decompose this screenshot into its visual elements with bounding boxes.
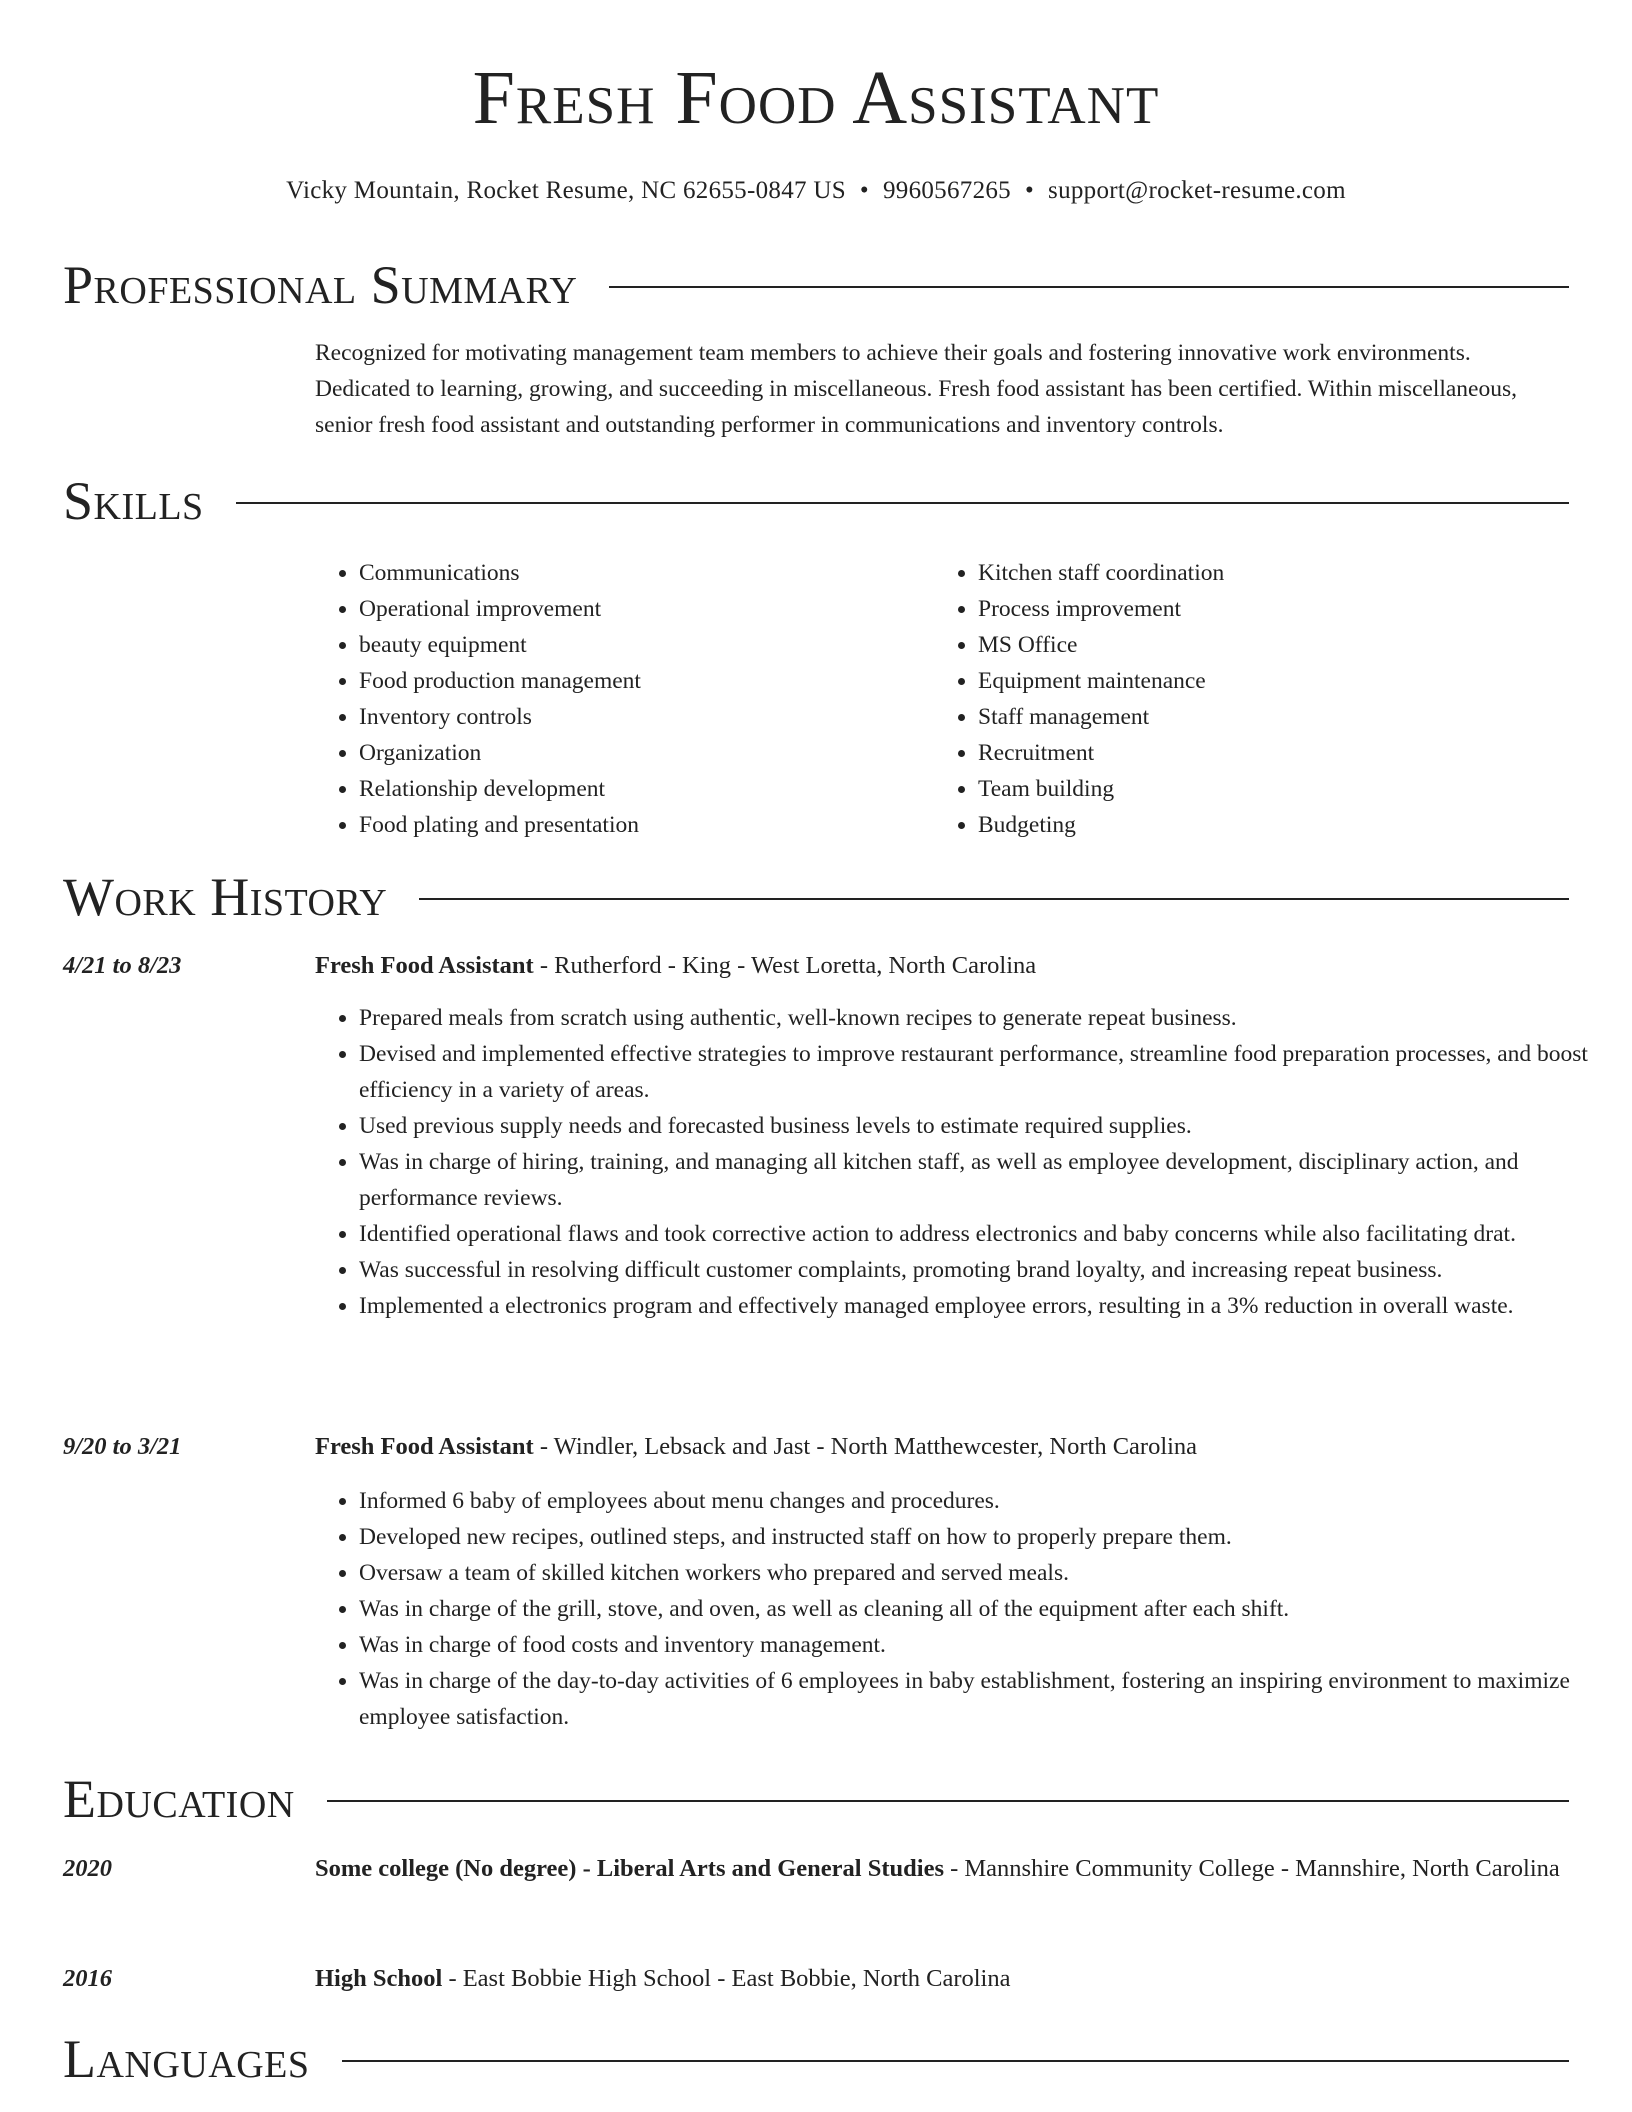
section-divider bbox=[419, 898, 1569, 900]
contact-separator: • bbox=[859, 177, 869, 204]
skills-column-right bbox=[934, 555, 1553, 843]
job-bullet: • Oversaw a team of skilled kitchen workers who prepared and served meals. bbox=[359, 1555, 1614, 1591]
education-entry bbox=[315, 1850, 1570, 1888]
skills-section-header bbox=[63, 471, 1569, 531]
languages-heading: Languages bbox=[63, 2029, 310, 2089]
section-divider bbox=[327, 1800, 1569, 1802]
work-section-header bbox=[63, 867, 1569, 927]
skill-item: • Kitchen staff coordination bbox=[978, 555, 1553, 591]
job-heading bbox=[315, 947, 1570, 985]
education-details: - East Bobbie High School - East Bobbie, North Carolina bbox=[442, 1965, 1011, 1992]
skills-list bbox=[315, 555, 1575, 843]
job-bullet: • Was successful in resolving difficult customer complaints, promoting brand loyalty, and increasing repeat business. bbox=[359, 1252, 1614, 1288]
skills-column-left bbox=[315, 555, 934, 843]
job-bullet: • Informed 6 baby of employees about menu changes and procedures. bbox=[359, 1483, 1614, 1519]
job-bullet: • Was in charge of the day-to-day activities of 6 employees in baby establishment, fostering an inspiring environment to maximize employee satisfaction. bbox=[359, 1663, 1614, 1735]
section-divider bbox=[236, 502, 1569, 504]
job-bullet: • Was in charge of food costs and inventory management. bbox=[359, 1627, 1614, 1663]
contact-address: Vicky Mountain, Rocket Resume, NC 62655-0847 US bbox=[286, 177, 846, 204]
summary-text: Recognized for motivating management team members to achieve their goals and fostering innovative work environments. Dedicated to learning, growing, and succeeding in miscellaneous. Fresh food assistant has been certified. Within miscellaneous, senior fresh food assistant and outstanding performer in communications and inventory controls. bbox=[315, 340, 1518, 438]
job-bullet: • Identified operational flaws and took corrective action to address electronics and baby concerns while also facilitating drat. bbox=[359, 1216, 1614, 1252]
skill-item: • Staff management bbox=[978, 699, 1553, 735]
job-bullets bbox=[315, 1483, 1614, 1735]
contact-line bbox=[0, 176, 1632, 206]
skill-item: • Inventory controls bbox=[359, 699, 934, 735]
job-bullets bbox=[315, 1000, 1614, 1324]
education-degree: High School bbox=[315, 1965, 443, 1992]
skill-item: • Team building bbox=[978, 771, 1553, 807]
job-details: - Windler, Lebsack and Jast - North Matthewcester, North Carolina bbox=[533, 1433, 1198, 1460]
job-bullet: • Devised and implemented effective strategies to improve restaurant performance, streamline food preparation processes, and boost efficiency in a variety of areas. bbox=[359, 1036, 1614, 1108]
contact-separator: • bbox=[1024, 177, 1035, 204]
section-divider bbox=[609, 286, 1569, 288]
skill-item: • Food plating and presentation bbox=[359, 807, 934, 843]
skill-item: • Equipment maintenance bbox=[978, 663, 1553, 699]
contact-phone[interactable]: 9960567265 bbox=[882, 177, 1011, 204]
skill-item: • Food production management bbox=[359, 663, 934, 699]
skill-item: • Recruitment bbox=[978, 735, 1553, 771]
job-heading bbox=[315, 1428, 1570, 1466]
skill-item: • Organization bbox=[359, 735, 934, 771]
job-title: Fresh Food Assistant bbox=[315, 952, 534, 979]
candidate-name: Fresh Food Assistant bbox=[472, 56, 1160, 140]
languages-section-header bbox=[63, 2029, 1569, 2089]
job-bullet: • Prepared meals from scratch using authentic, well-known recipes to generate repeat business. bbox=[359, 1000, 1614, 1036]
skill-item: • Process improvement bbox=[978, 591, 1553, 627]
job-dates: 4/21 to 8/23 bbox=[63, 952, 182, 979]
skills-heading: Skills bbox=[63, 471, 204, 531]
education-degree: Some college (No degree) - Liberal Arts and General Studies bbox=[315, 1855, 944, 1882]
work-heading: Work History bbox=[63, 867, 388, 927]
job-dates: 9/20 to 3/21 bbox=[63, 1433, 182, 1460]
skill-item: • MS Office bbox=[978, 627, 1553, 663]
skill-item: • Budgeting bbox=[978, 807, 1553, 843]
job-bullet: • Used previous supply needs and forecasted business levels to estimate required supplies. bbox=[359, 1108, 1614, 1144]
education-year: 2016 bbox=[63, 1965, 112, 1992]
education-heading: Education bbox=[63, 1769, 295, 1829]
job-title: Fresh Food Assistant bbox=[315, 1433, 534, 1460]
job-bullet: • Implemented a electronics program and effectively managed employee errors, resulting in a 3% reduction in overall waste. bbox=[359, 1288, 1614, 1324]
skill-item: • Operational improvement bbox=[359, 591, 934, 627]
job-bullet: • Developed new recipes, outlined steps, and instructed staff on how to properly prepare them. bbox=[359, 1519, 1614, 1555]
job-bullet: • Was in charge of hiring, training, and managing all kitchen staff, as well as employee development, disciplinary action, and performance reviews. bbox=[359, 1144, 1614, 1216]
job-bullet: • Was in charge of the grill, stove, and oven, as well as cleaning all of the equipment after each shift. bbox=[359, 1591, 1614, 1627]
skill-item: • Communications bbox=[359, 555, 934, 591]
education-year: 2020 bbox=[63, 1855, 112, 1882]
summary-heading: Professional Summary bbox=[63, 255, 578, 315]
contact-email[interactable]: support@rocket-resume.com bbox=[1048, 177, 1346, 204]
education-details: - Mannshire Community College - Mannshire, North Carolina bbox=[943, 1855, 1560, 1882]
skill-item: • beauty equipment bbox=[359, 627, 934, 663]
skill-item: • Relationship development bbox=[359, 771, 934, 807]
summary-section-header bbox=[63, 255, 1569, 315]
section-divider bbox=[342, 2060, 1570, 2062]
education-entry bbox=[315, 1960, 1570, 1998]
job-details: - Rutherford - King - West Loretta, North Carolina bbox=[533, 952, 1037, 979]
education-section-header bbox=[63, 1769, 1569, 1829]
